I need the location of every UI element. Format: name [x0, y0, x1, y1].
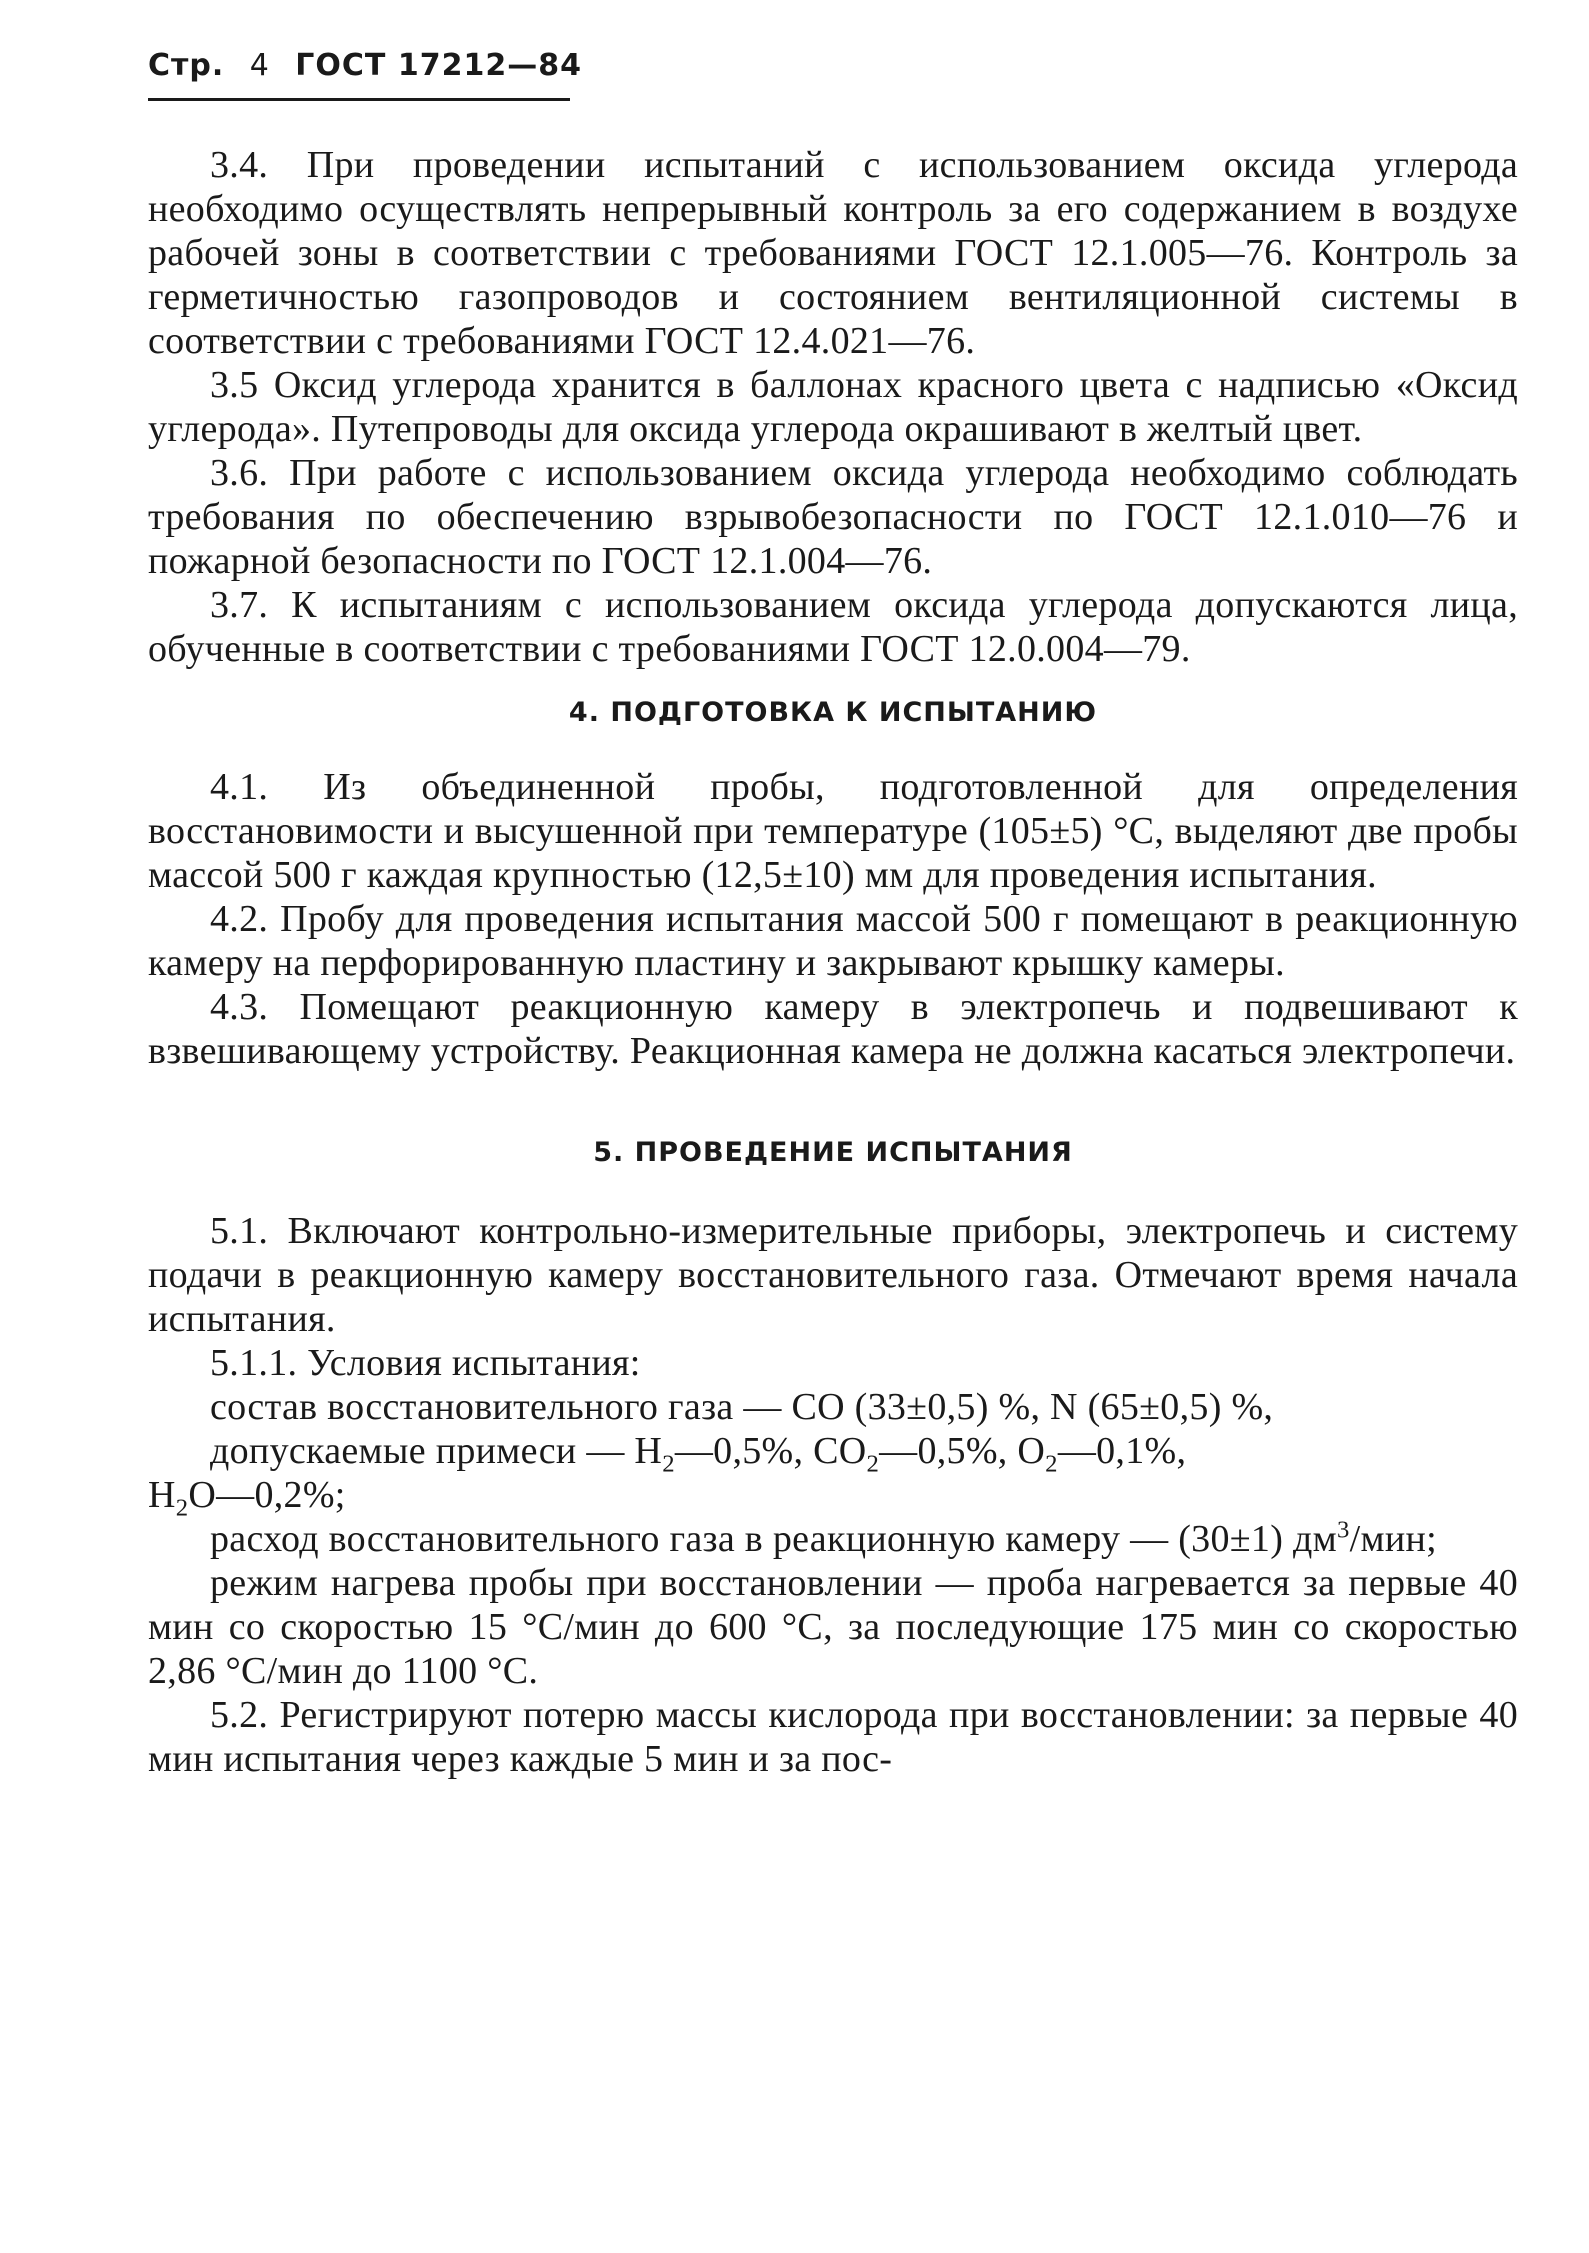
condition-impurities: [148, 1429, 1518, 1478]
paragraph-5-1: 5.1. Включают контрольно-измерительные приборы, электропечь и систему подачи в реакционную камеру восстановительного газа. Отмечают время начала испытания.: [148, 1210, 1518, 1340]
paragraph-4-1: 4.1. Из объединенной пробы, подготовленной для определения восстановимости и высушенной при температуре (105±5) °С, выделяют две пробы массой 500 г каждая крупностью (12,5±10) мм для проведения испытания.: [148, 766, 1518, 896]
section-5-title: 5. ПРОВЕДЕНИЕ ИСПЫТАНИЯ: [593, 1137, 1073, 1168]
paragraph-3-6: 3.6. При работе с использованием оксида углерода необходимо соблюдать требования по обеспечению взрывобезопасности по ГОСТ 12.1.010—76 и пожарной безопасности по ГОСТ 12.1.004—76.: [148, 452, 1518, 582]
subscript-2: 2: [662, 1450, 675, 1478]
impurities-text-c: —0,5%, O: [879, 1430, 1046, 1472]
water-text-b: O—0,2%;: [188, 1474, 346, 1516]
flow-text-a: расход восстановительного газа в реакционную камеру — (30±1) дм: [210, 1518, 1337, 1560]
condition-heating-mode: режим нагрева пробы при восстановлении — проба нагревается за первые 40 мин со скоростью 15 °С/мин до 600 °С, за последующие 175 мин со скоростью 2,86 °С/мин до 1100 °С.: [148, 1562, 1518, 1692]
subscript-2: 2: [175, 1494, 189, 1522]
condition-gas-flow: [148, 1517, 1518, 1561]
superscript-3: 3: [1336, 1516, 1350, 1544]
condition-water: [148, 1473, 1518, 1522]
subscript-2: 2: [866, 1450, 880, 1478]
water-text-a: H: [148, 1474, 176, 1516]
paragraph-5-2: 5.2. Регистрируют потерю массы кислорода при восстановлении: за первые 40 мин испытания через каждые 5 мин и за пос-: [148, 1694, 1518, 1780]
impurities-text-b: —0,5%, CO: [674, 1430, 867, 1472]
paragraph-3-4: 3.4. При проведении испытаний с использованием оксида углерода необходимо осуществлять непрерывный контроль за его содержанием в воздухе рабочей зоны в соответствии с требованиями ГОСТ 12.1.005—76. Контроль за герметичностью газопроводов и состоянием вентиляционной системы в соответствии с требованиями ГОСТ 12.4.021—76.: [148, 144, 1518, 362]
paragraph-4-3: 4.3. Помещают реакционную камеру в электропечь и подвешивают к взвешивающему устройству. Реакционная камера не должна касаться электропечи.: [148, 986, 1518, 1072]
document-page: [148, 44, 1518, 1781]
paragraph-5-1-1: 5.1.1. Условия испытания:: [210, 1342, 641, 1384]
flow-text-b: /мин;: [1349, 1518, 1437, 1560]
document-body: [148, 143, 1518, 1781]
standard-number: ГОСТ 17212—84: [295, 48, 582, 83]
impurities-text-a: допускаемые примеси — H: [210, 1430, 663, 1472]
subscript-2: 2: [1045, 1450, 1058, 1478]
page-header: [148, 44, 582, 101]
paragraph-3-5: 3.5 Оксид углерода хранится в баллонах красного цвета с надписью «Оксид углерода». Путепроводы для оксида углерода окрашивают в желтый цвет.: [148, 364, 1518, 450]
impurities-text-d: —0,1%,: [1057, 1430, 1187, 1472]
condition-gas-composition: состав восстановительного газа — CO (33±0,5) %, N (65±0,5) %,: [210, 1386, 1274, 1428]
paragraph-3-7: 3.7. К испытаниям с использованием оксида углерода допускаются лица, обученные в соответствии с требованиями ГОСТ 12.0.004—79.: [148, 584, 1518, 670]
page-label: Стр.: [148, 48, 225, 83]
page-number: 4: [249, 48, 270, 83]
section-4-title: 4. ПОДГОТОВКА К ИСПЫТАНИЮ: [568, 697, 1098, 728]
paragraph-4-2: 4.2. Пробу для проведения испытания массой 500 г помещают в реакционную камеру на перфорированную пластину и закрывают крышку камеры.: [148, 898, 1518, 984]
